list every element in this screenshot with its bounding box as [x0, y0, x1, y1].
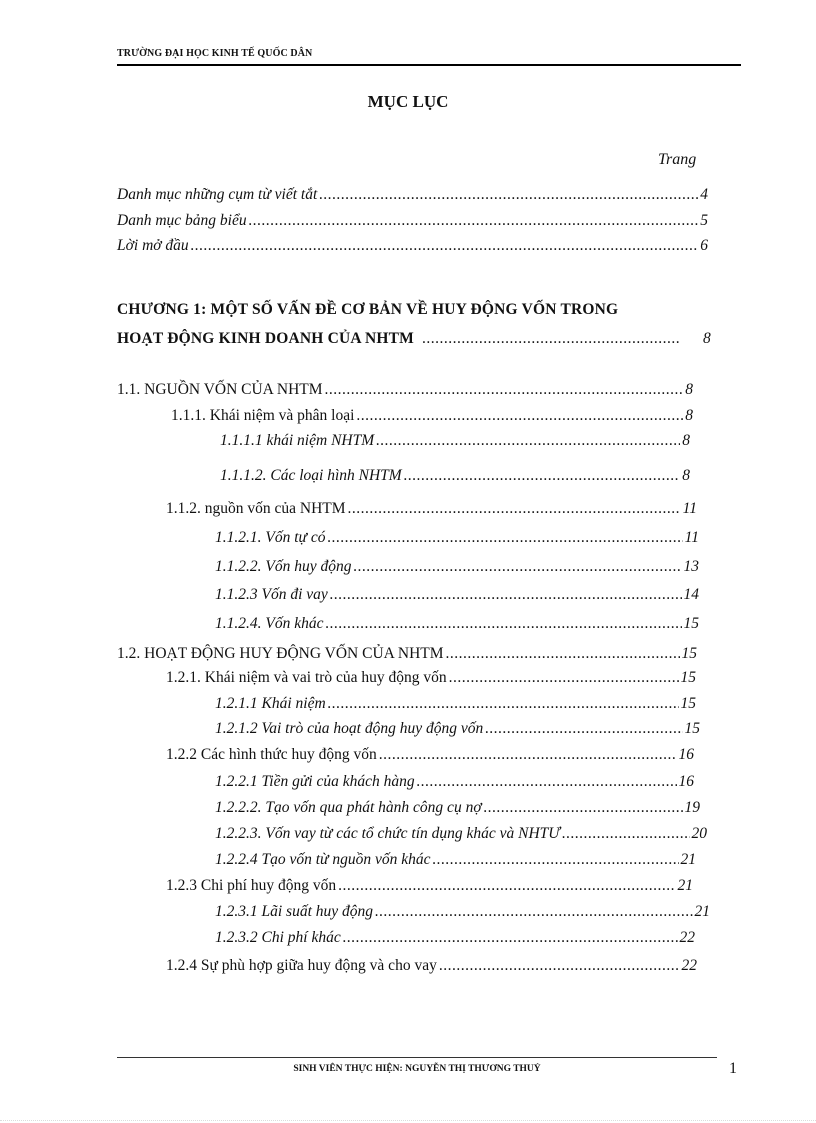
toc-entry-chapter-1[interactable] — [117, 330, 711, 348]
toc-entry-label: 1.2.3.1 Lãi suất huy động — [215, 903, 374, 920]
toc-entry-page: 11 — [682, 500, 697, 517]
toc-entry-label: 1.2.2.3. Vốn vay từ các tổ chức tín dụng khác và NHTƯ — [215, 825, 560, 842]
toc-entry-page: 15 — [680, 669, 696, 686]
page-title: MỤC LỤC — [367, 92, 449, 111]
footer-author: SINH VIÊN THỰC HIỆN: NGUYỄN THỊ THƯƠNG THUỶ — [293, 1064, 541, 1074]
toc-entry-label: 1.2.1. Khái niệm và vai trò của huy động vốn — [166, 669, 447, 686]
toc-entry-1-2-3-2[interactable] — [215, 929, 695, 947]
toc-leader-dots — [325, 615, 681, 633]
toc-leader-dots — [319, 186, 698, 204]
toc-entry-page: 16 — [678, 746, 694, 763]
toc-entry-1-1-2-4[interactable] — [215, 615, 699, 633]
toc-entry-1-2-1-1[interactable] — [215, 695, 696, 713]
toc-leader-dots — [376, 432, 680, 450]
toc-leader-dots — [325, 381, 684, 399]
page-column-label: Trang — [658, 151, 697, 168]
toc-entry-page: 8 — [685, 407, 693, 424]
toc-leader-dots — [446, 645, 680, 663]
toc-leader-dots — [249, 212, 699, 230]
toc-leader-dots — [348, 500, 681, 518]
toc-entry-page: 8 — [685, 381, 693, 398]
toc-leader-dots — [327, 529, 682, 547]
toc-leader-dots — [439, 957, 680, 975]
toc-entry-1-2-2[interactable] — [166, 746, 694, 764]
toc-leader-dots — [404, 467, 681, 485]
toc-entry-page: 8 — [703, 330, 711, 347]
toc-entry-1-1-1-1[interactable] — [220, 432, 690, 450]
toc-entry-1-2-2-1[interactable] — [215, 773, 694, 791]
toc-entry-page: 13 — [683, 558, 699, 575]
toc-entry-label: 1.1.1.1 khái niệm NHTM — [220, 432, 375, 449]
toc-leader-dots — [417, 773, 677, 791]
toc-entry-label: 1.2.2.2. Tạo vốn qua phát hành công cụ nợ — [215, 799, 482, 816]
toc-entry-1-1-2-1[interactable] — [215, 529, 699, 547]
toc-leader-dots — [422, 330, 681, 348]
toc-entry-page: 21 — [677, 877, 693, 894]
toc-entry-label: 1.1.2.2. Vốn huy động — [215, 558, 352, 575]
toc-leader-dots — [379, 746, 677, 764]
toc-entry-page: 22 — [681, 957, 697, 974]
toc-entry-page: 22 — [679, 929, 695, 946]
toc-entry-page: 15 — [681, 645, 697, 662]
toc-entry-1-1[interactable] — [117, 381, 693, 399]
toc-entry-label: Danh mục bảng biểu — [117, 212, 247, 229]
toc-entry-page: 15 — [683, 615, 699, 632]
toc-entry-1-1-2[interactable] — [166, 500, 697, 518]
toc-entry-label: 1.1. NGUỒN VỐN CỦA NHTM — [117, 381, 323, 398]
toc-entry-1-2-1-2[interactable] — [215, 720, 700, 738]
toc-entry-label: Danh mục những cụm từ viết tắt — [117, 186, 318, 203]
toc-entry-page: 19 — [684, 799, 700, 816]
toc-entry-page: 21 — [694, 903, 710, 920]
toc-entry-1-2-2-2[interactable] — [215, 799, 700, 817]
toc-leader-dots — [338, 877, 675, 895]
toc-entry-page: 8 — [682, 467, 690, 484]
toc-entry-1-2-4[interactable] — [166, 957, 697, 975]
toc-entry-label: 1.1.2. nguồn vốn của NHTM — [166, 500, 346, 517]
toc-leader-dots — [356, 407, 683, 425]
toc-entry-label: 1.2.2.4 Tạo vốn từ nguồn vốn khác — [215, 851, 431, 868]
toc-entry-page: 8 — [682, 432, 690, 449]
toc-entry-1-2-3[interactable] — [166, 877, 693, 895]
chapter-title-line1: CHƯƠNG 1: MỘT SỐ VẤN ĐỀ CƠ BẢN VỀ HUY ĐỘNG VỐN TRONG — [117, 301, 619, 318]
toc-entry-page: 5 — [700, 212, 708, 229]
page-header: TRƯỜNG ĐẠI HỌC KINH TẾ QUỐC DÂN — [117, 48, 313, 59]
toc-leader-dots — [375, 903, 692, 921]
toc-entry-label: Lời mở đầu — [117, 237, 189, 254]
footer-rule — [117, 1057, 717, 1058]
toc-leader-dots — [330, 586, 682, 604]
toc-entry-page: 16 — [678, 773, 694, 790]
toc-entry-page: 15 — [680, 695, 696, 712]
toc-entry-1-2-2-3[interactable] — [215, 825, 707, 843]
toc-entry-label: 1.1.2.1. Vốn tự có — [215, 529, 326, 546]
toc-entry-1-2-2-4[interactable] — [215, 851, 696, 869]
toc-entry-label: 1.2.1.2 Vai trò của hoạt động huy động vốn — [215, 720, 484, 737]
toc-leader-dots — [485, 720, 682, 738]
page-bottom-border — [0, 1120, 816, 1121]
toc-entry-1-1-1[interactable] — [171, 407, 693, 425]
toc-entry-1-2[interactable] — [117, 645, 697, 663]
toc-entry-label: 1.1.1.2. Các loại hình NHTM — [220, 467, 402, 484]
toc-entry-1-1-1-2[interactable] — [220, 467, 690, 485]
toc-entry-label: 1.2.4 Sự phù hợp giữa huy động và cho vay — [166, 957, 437, 974]
toc-leader-dots — [449, 669, 679, 687]
page-number: 1 — [729, 1060, 737, 1077]
toc-entry-page: 15 — [684, 720, 700, 737]
header-rule — [117, 64, 741, 66]
toc-entry-1-2-3-1[interactable] — [215, 903, 710, 921]
toc-entry-label: 1.2.2.1 Tiền gửi của khách hàng — [215, 773, 415, 790]
toc-entry-1-1-2-3[interactable] — [215, 586, 699, 604]
toc-leader-dots — [433, 851, 679, 869]
toc-entry-1-2-1[interactable] — [166, 669, 696, 687]
toc-leader-dots — [328, 695, 679, 713]
chapter-title-line2: HOẠT ĐỘNG KINH DOANH CỦA NHTM — [117, 330, 415, 347]
toc-entry-label: 1.2.3.2 Chi phí khác — [215, 929, 341, 946]
toc-entry-label: 1.1.2.3 Vốn đi vay — [215, 586, 328, 603]
toc-entry-introduction[interactable] — [117, 237, 708, 255]
toc-entry-label: 1.2.2 Các hình thức huy động vốn — [166, 746, 377, 763]
toc-leader-dots — [353, 558, 681, 576]
toc-entry-label: 1.2. HOẠT ĐỘNG HUY ĐỘNG VỐN CỦA NHTM — [117, 645, 444, 662]
toc-entry-page: 4 — [700, 186, 708, 203]
toc-leader-dots — [343, 929, 678, 947]
toc-entry-tables[interactable] — [117, 212, 708, 230]
toc-entry-page: 21 — [680, 851, 696, 868]
toc-entry-page: 6 — [700, 237, 708, 254]
toc-leader-dots — [562, 825, 690, 843]
toc-entry-page: 14 — [683, 586, 699, 603]
toc-entry-label: 1.2.1.1 Khái niệm — [215, 695, 326, 712]
toc-leader-dots — [484, 799, 683, 817]
toc-entry-abbreviations[interactable] — [117, 186, 708, 204]
toc-entry-page: 11 — [684, 529, 699, 546]
toc-entry-1-1-2-2[interactable] — [215, 558, 699, 576]
toc-entry-label: 1.1.1. Khái niệm và phân loại — [171, 407, 355, 424]
toc-entry-label: 1.2.3 Chi phí huy động vốn — [166, 877, 337, 894]
toc-entry-page: 20 — [691, 825, 707, 842]
toc-leader-dots — [191, 237, 699, 255]
toc-entry-label: 1.1.2.4. Vốn khác — [215, 615, 324, 632]
